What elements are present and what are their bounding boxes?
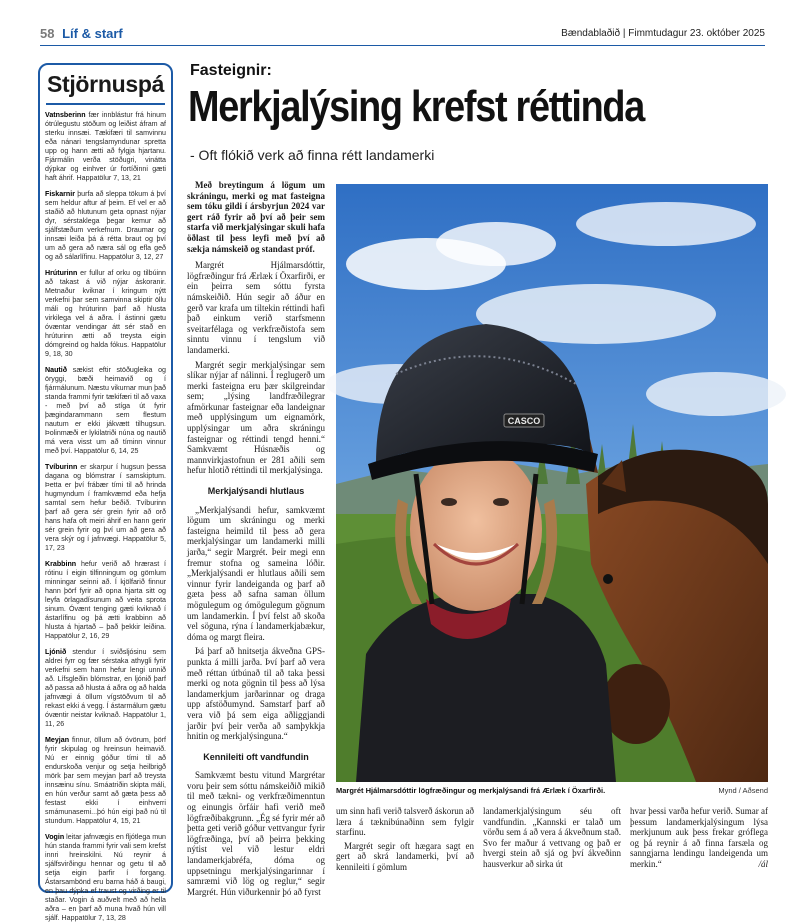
horoscope-entry (45, 111, 166, 183)
horoscope-text: fær innblástur frá hinum ótrúlegustu stöðum og leiðist áfram af sterku innsæi. Tækifæri til samvinnu eða nánari tengslamyndunar spretta upp og hann ætti að fylgja hjartanu. Fjármálin verða stöðugri, vinátta dýpkar og einhver úr fortíðinni gæti haft áhrif. Happatölur 7, 13, 21 (45, 111, 166, 182)
horoscope-title: Stjörnuspá (46, 71, 165, 97)
article-kicker: Fasteignir: (190, 62, 272, 79)
article-paragraph: Margrét Hjálmarsdóttir, lögfræðingur frá Ærlæk í Öxarfirði, er ein þeirra sem sóttu fyrsta námskeiðið. Hún segir að áður en gerð var krafa um tiltekin réttindi hafi það einkum verið starfsmenn sveitarfélaga og verkfræðistofa sem sinntu vinnu í tengslum við landamerki. (187, 260, 325, 355)
horoscope-entries (40, 111, 171, 923)
horoscope-text: hefur verið að hrærast í rótinu í eigin tilfinningum og gömlum minningar seinni að. Í kjölfarið finnur hann þörf fyrir að opna hjarta sitt og leyfa örlagadísunum að veita sprota sinum. Óvænt tenging gæti kviknað í ástarlífinu og þá ætti krabbinn að hlusta á hjartað – það þekkir leiðina. Happatölur 2, 16, 29 (45, 560, 166, 640)
header-rule (40, 45, 765, 46)
horoscope-sign: Meyjan (45, 736, 70, 744)
horoscope-sidebar (38, 63, 173, 922)
photo-caption-row (336, 786, 768, 795)
horoscope-sign: Tvíburinn (45, 463, 78, 471)
horoscope-text: er fullur af orku og tilbúinn að takast á við nýjar áskoranir. Metnaður kviknar í kringum nýtt verkefni þar sem samvinna skiptir öllu máli og hrúturinn þarf að hlusta virkilega vel á aðra. Í ástinni gætu óvæntar vendingar átt sér stað en hrúturinn ætti að treysta eigin dómgreind og halda fókus. Happatölur 9, 18, 30 (45, 269, 166, 358)
page-number: 58 (40, 26, 55, 41)
horoscope-sign: Vatnsberinn (45, 111, 86, 119)
article-column-4 (630, 806, 768, 873)
photo-credit: Mynd / Aðsend (718, 786, 768, 795)
article-column-2 (336, 806, 474, 876)
article-paragraph: um sinn hafi verið talsverð áskorun að læra á tæknibúnaðinn sem fylgir starfinu. (336, 806, 474, 838)
horoscope-sign: Ljónið (45, 648, 67, 656)
horoscope-sign: Vogin (45, 833, 65, 841)
horoscope-entry (45, 560, 166, 641)
article-headline: Merkjalýsing krefst réttinda (188, 82, 644, 131)
publication-date: Bændablaðið | Fimmtudagur 23. október 2025 (561, 28, 765, 39)
horoscope-entry (45, 366, 166, 456)
photo-illustration (336, 184, 768, 782)
photo-caption: Margrét Hjálmarsdóttir lögfræðingur og merkjalýsandi frá Ærlæk í Öxarfirði. (336, 786, 606, 795)
horoscope-entry (45, 463, 166, 553)
article-paragraph: landamerkjalýsingum séu oft vandfundin. „Kannski er talað um vörðu sem á að vera á ákveðnum stað. Svo fer maður á vettvang og það er hvergi stein að sjá og því ákveðinn hausverkur að sirka út (483, 806, 621, 869)
horoscope-rule (46, 103, 165, 105)
horoscope-entry (45, 736, 166, 826)
horoscope-entry (45, 190, 166, 262)
article-column-1 (187, 180, 325, 901)
horoscope-sign: Hrúturinn (45, 269, 78, 277)
article-paragraph: Samkvæmt bestu vitund Margrétar voru þeir sem sóttu námskeiðið mikið til með tækni- og verkfræðimenntun og einungis örfáir hafi verið með lögfræðibakgrunn. „Ég sé fyrir mér að þetta geti verið góður vettvangur fyrir lögfræðinga, því að þeirra þekking nýtist vel við lestur eldri landamerkjabréfa, dóma og uppsetningu merkjalýsingarinnar í samræmi við lög og reglur,“ segir Margrét. Hún viðurkennir þó að fyrst (187, 770, 325, 897)
horoscope-text: sækist eftir stöðugleika og öryggi, bæði heimavið og í fjármálunum. Næstu vikurnar mun það standa frammi fyrir tækifæri til að vaxa - með því að stíga út fyrir þægindarammann sem flestum nautum er ekki jákvætt tilhugsun. Þolinmæði er lykilatriði núna og nautið má vera visst um að tíminn vinnur með því. Happatölur 6, 14, 25 (45, 366, 166, 455)
section-name: Líf & starf (62, 26, 123, 41)
horoscope-entry (45, 833, 166, 923)
article-paragraph-text: hvar þessi varða hefur verið. Sumar af þessum landamerkjalýsingum lýsa merkjunum auk þess frekar gróflega og þá reynir á að finna farsæla og sanngjarna lendingu landeigenda um merkin.“ (630, 806, 768, 869)
page-header-left (40, 26, 123, 41)
horoscope-text: stendur í sviðsljósinu sem aldrei fyrr og fær sérstaka athygli fyrir verkefni sem hann hefur lengi unnið að. Lífsgleðin blómstrar, en ljónið þarf að passa að hlusta á aðra og að halda jafnvægi á öllum vígstöðvum til að rekast ekki á vegg. Í ástarmálum gætu óvæntir neistar kviknað. Happatölur 1, 11, 26 (45, 648, 166, 728)
horoscope-text: leitar jafnvægis en fljótlega mun hún standa frammi fyrir vali sem krefst innri hreinskilni. Nú reynir á sjálfsvirðingu hennar og getu til að setja eigin þarfir í forgang. Ástarsambönd eru barna háð á baugi, en þau dýpka ef traust og virðing er til staðar. Vogin á auðvelt með að hella aðra – en þarf að muna hvað hún vill sjálf. Happatölur 7, 13, 28 (45, 833, 166, 922)
section-heading: Kennileiti oft vandfundin (203, 751, 309, 762)
article-paragraph (630, 806, 768, 870)
horoscope-text: þurfa að sleppa tökum á því sem heldur aftur af þeim. Ef vel er að staðið að hlutunum geta opnast nýjar dyr, sérstaklega þegar kemur að sjálfstæðum verkefnum. Draumar og innsæi leiða þá á rétta braut og því um að gera að næra sál og efla geð og að sálarlífinu. Happatölur 3, 12, 27 (45, 190, 166, 261)
article-lead: Með breytingum á lögum um skráningu, merki og mat fasteigna sem tóku gildi í ársbyrjun 2024 var gert ráð fyrir að því að þeir sem starfa við merkjalýsingar skuli hafa öðlast til þess leyfi með því að sækja námskeið og standast próf. (187, 180, 325, 254)
article-paragraph: Margrét segir oft hægara sagt en gert að skrá landamerki, því að kennileiti í gömlum (336, 840, 474, 872)
article-subhead: - Oft flókið verk að finna rétt landamerki (190, 147, 435, 163)
horoscope-sign: Fiskarnir (45, 190, 75, 198)
horoscope-entry (45, 269, 166, 359)
horoscope-entry (45, 648, 166, 729)
article-photo (336, 184, 768, 782)
article-paragraph: Margrét segir merkjalýsingar sem slíkar nýjar af nálinni. Í reglugerð um merki fasteigna eru þær skilgreindar sem; „lýsing landfræðilegrar afmörkunar fasteignar eða landeignar með upplýsingum um eignamörk, upplýsingar um aðra skráningu fasteignar og réttindi tengd henni.“ Samkvæmt Húsnæðis og mannvirkjastofnun er 281 aðili sem hefur hlotið réttindi til merkjalýsinga. (187, 359, 325, 476)
horoscope-text: er skarpur í hugsun þessa dagana og blómstrar í samskiptum. Þetta er því frábær tími til að hrinda hugmyndum í framkvæmd eða hefja samtal sem hefur beðið. Tvíburinn þarf að gera sér grein fyrir að orð hans hafa oft meiri áhrif en hann gerir sér grein fyrir og því um að gera að vera skýr og í jafnvægi. Happatölur 5, 17, 23 (45, 463, 166, 552)
article-column-3 (483, 806, 621, 873)
author-signature: /ál (758, 858, 768, 869)
horoscope-text: finnur, öllum að óvörum, þörf fyrir skipulag og hreinsun heimavið. Nú er einnig góður tími til að endurskoða venjur og setja heilbrigð mörk þar sem meyjan þarf að treysta innsæinu sínu. Smáatriðin skipta máli, en hún verður samt að gæta þess að festast ekki í einhverri smámunasemi...þó hún eigi það nú til stundum. Happatölur 4, 15, 21 (45, 736, 166, 825)
article-paragraph: Þá þarf að hnitsetja ákveðna GPS-punkta á milli jarða. Því þarf að vera með réttan útbúnað til að taka þessi merki og nota gögnin til þess að lýsa landamerkjum jarðarinnar og draga upp afstöðumynd. Samstarf þarf að vera við þá sem eiga aðliggjandi jarðir því þeir verða að samþykkja hnitin og merkjalýsinguna.“ (187, 646, 325, 742)
article-paragraph: „Merkjalýsandi hefur, samkvæmt lögum um skráningu og merki fasteigna heimild til þess að gera merkjalýsingar um landamerki milli jarða,“ segir Margrét. Þeir megi enn fremur stofna og sameina lóðir. „Merkjalýsandi er hlutlaus aðili sem vinnur fyrir landeiganda og þarf að gæta þess að safna saman öllum mögulegum og ómögulegum gögnum um landamerkin. Í því felst að skoða vel söguna, rýna í landamerkjabækur, dóma og margt fleira. (187, 504, 325, 642)
helmet-brand-text: CASCO (507, 416, 541, 426)
horoscope-sign: Nautið (45, 366, 68, 374)
section-heading: Merkjalýsandi hlutlaus (207, 486, 305, 497)
horoscope-sign: Krabbinn (45, 560, 77, 568)
